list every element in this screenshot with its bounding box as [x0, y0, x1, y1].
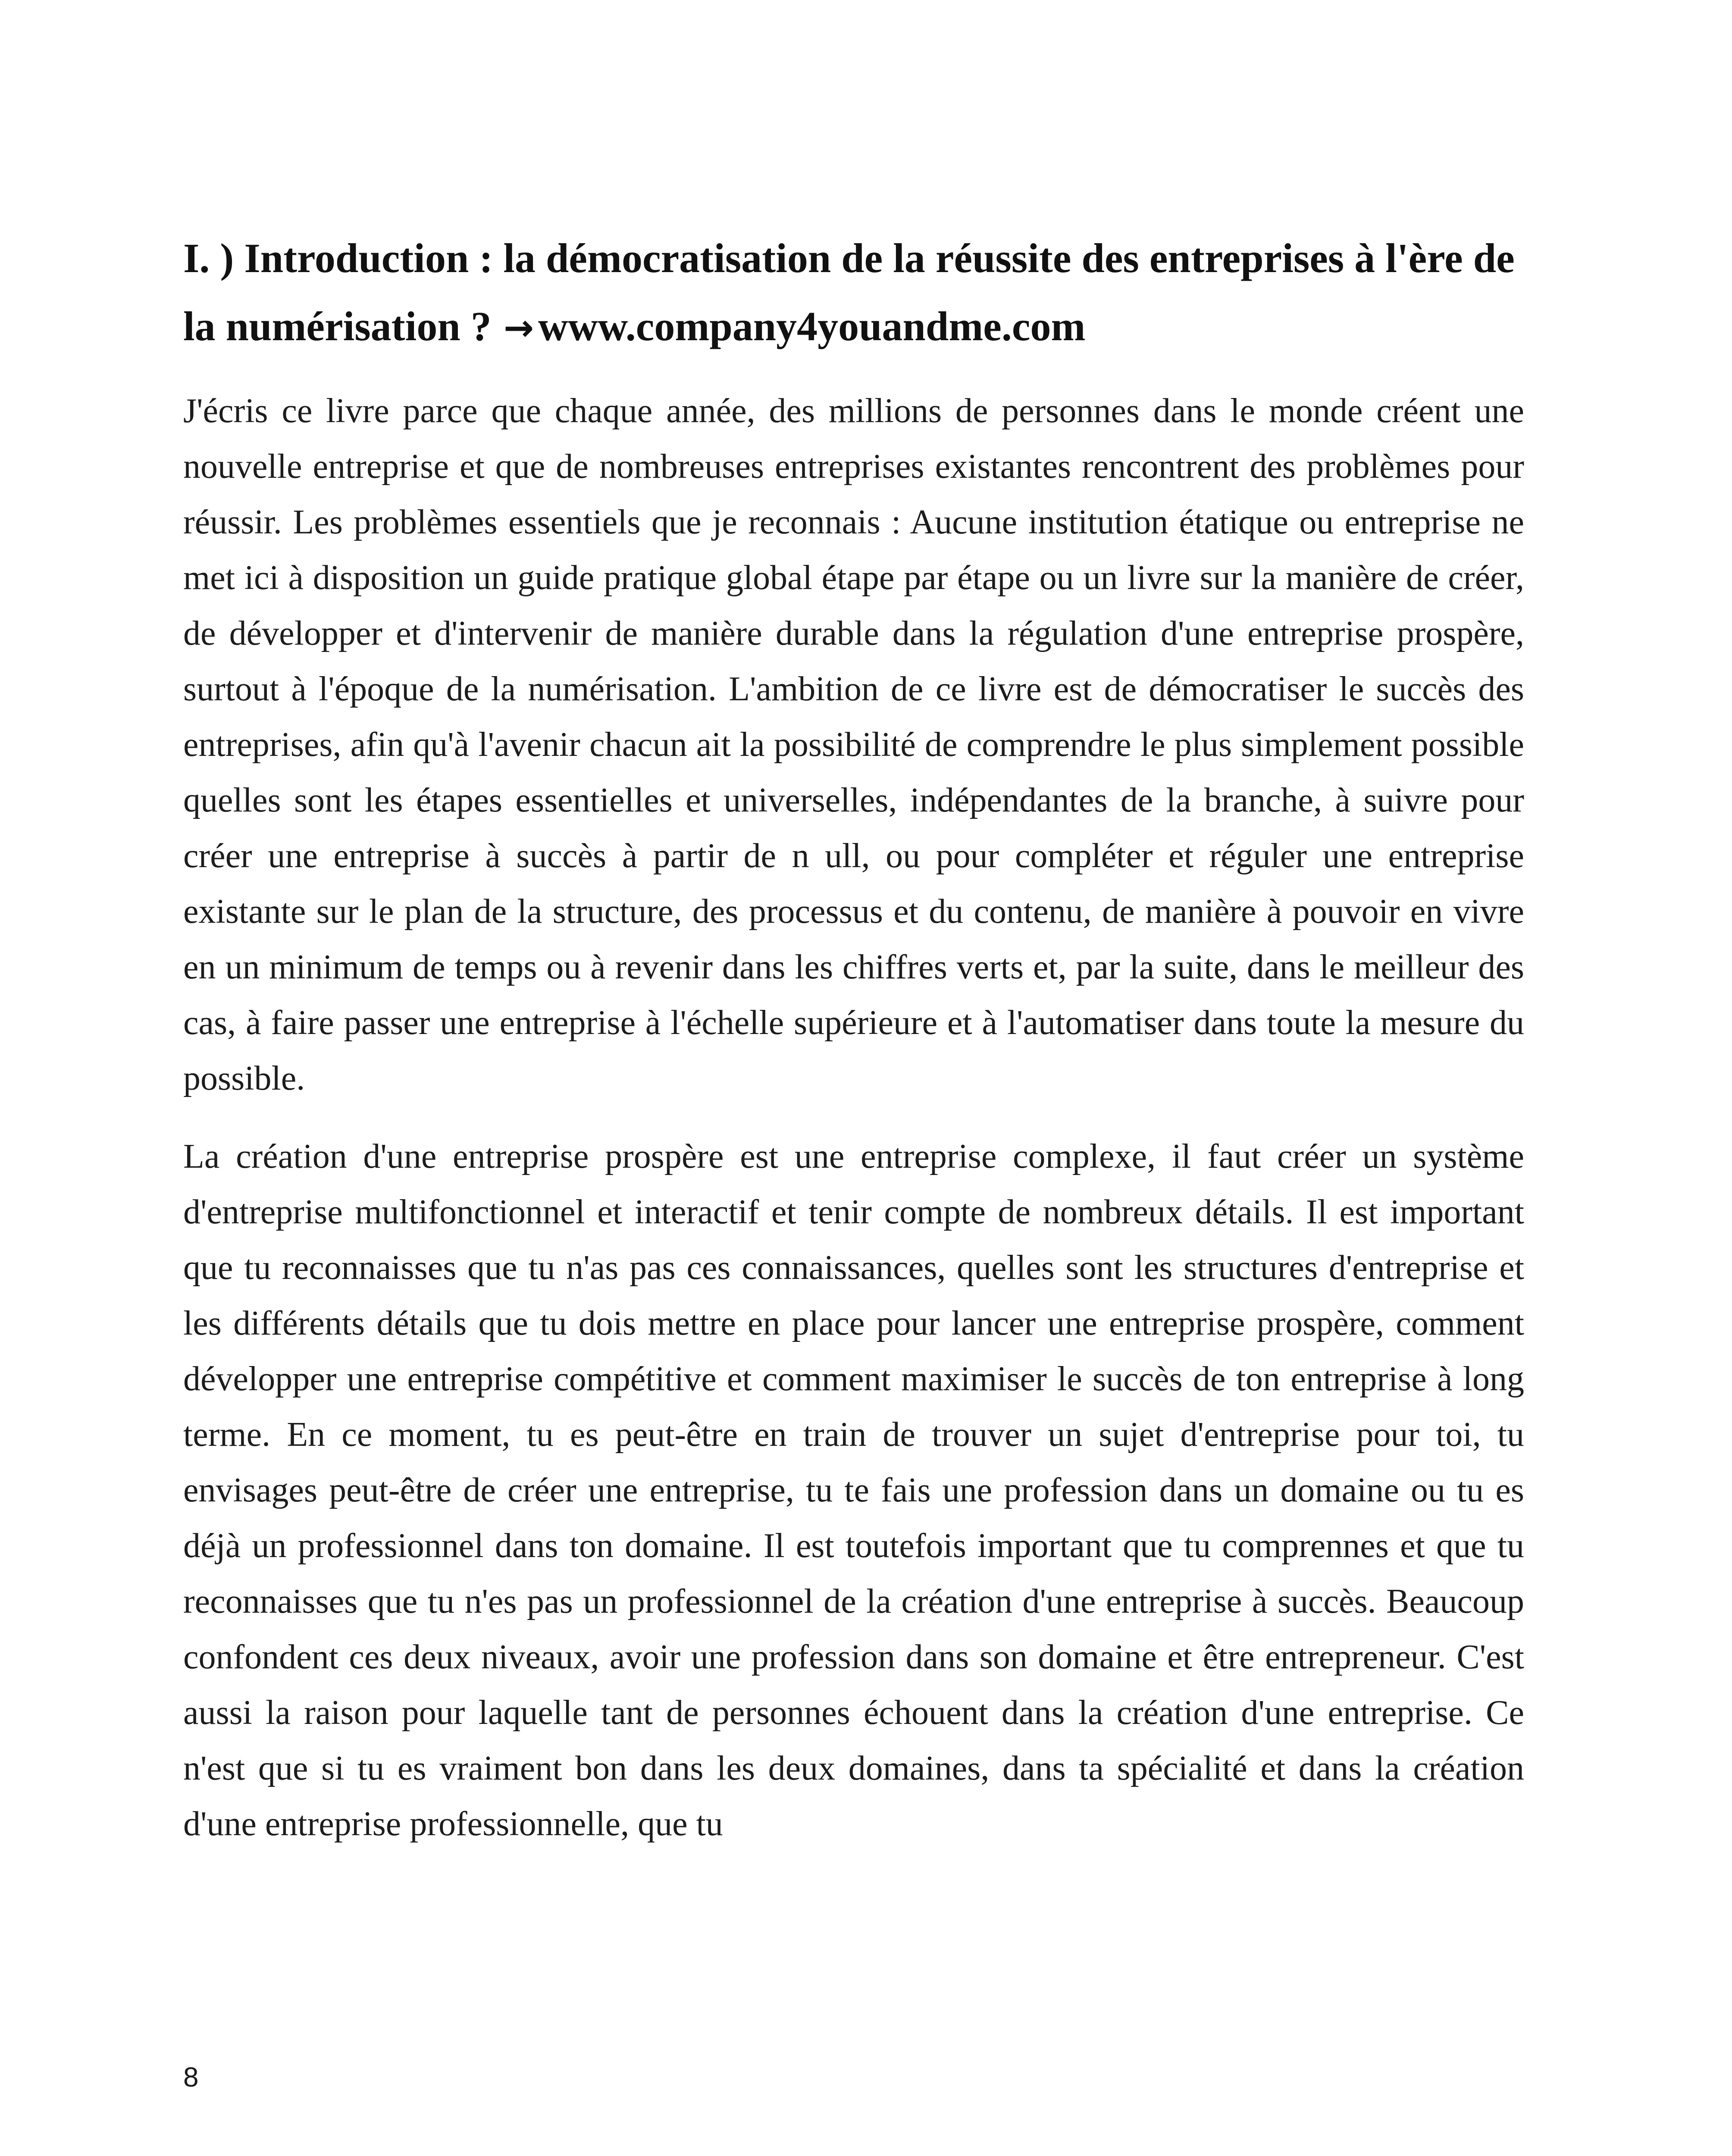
right-arrow-icon: → [503, 307, 534, 349]
heading-text: I. ) Introduction : la démocratisation de la réussite des entreprises à l'ère de la numérisation ? [183, 235, 1515, 349]
chapter-heading [183, 224, 1524, 362]
body-paragraph: J'écris ce livre parce que chaque année, des millions de personnes dans le monde créent une nouvelle entreprise et que de nombreuses entreprises existantes rencontrent des problèmes pour réussir. Les problèmes essentiels que je reconnais : Aucune institution étatique ou entreprise ne met ici à disposition un guide pratique global étape par étape ou un livre sur la manière de créer, de développer et d'intervenir de manière durable dans la régulation d'une entreprise prospère, surtout à l'époque de la numérisation. L'ambition de ce livre est de démocratiser le succès des entreprises, afin qu'à l'avenir chacun ait la possibilité de comprendre le plus simplement possible quelles sont les étapes essentielles et universelles, indépendantes de la branche, à suivre pour créer une entreprise à succès à partir de n ull, ou pour compléter et réguler une entreprise existante sur le plan de la structure, des processus et du contenu, de manière à pouvoir en vivre en un minimum de temps ou à revenir dans les chiffres verts et, par la suite, dans le meilleur des cas, à faire passer une entreprise à l'échelle supérieure et à l'automatiser dans toute la mesure du possible. [183, 392, 1524, 1097]
page-content [183, 224, 1524, 1874]
heading-url: www.company4youandme.com [538, 303, 1086, 349]
body-paragraph: La création d'une entreprise prospère est une entreprise complexe, il faut créer un système d'entreprise multifonctionnel et interactif et tenir compte de nombreux détails. Il est important que tu reconnaisses que tu n'as pas ces connaissances, quelles sont les structures d'entreprise et les différents détails que tu dois mettre en place pour lancer une entreprise prospère, comment développer une entreprise compétitive et comment maximiser le succès de ton entreprise à long terme. En ce moment, tu es peut-être en train de trouver un sujet d'entreprise pour toi, tu envisages peut-être de créer une entreprise, tu te fais une profession dans un domaine ou tu es déjà un professionnel dans ton domaine. Il est toutefois important que tu comprennes et que tu reconnaisses que tu n'es pas un professionnel de la création d'une entreprise à succès. Beaucoup confondent ces deux niveaux, avoir une profession dans son domaine et être entrepreneur. C'est aussi la raison pour laquelle tant de personnes échouent dans la création d'une entreprise. Ce n'est que si tu es vraiment bon dans les deux domaines, dans ta spécialité et dans la création d'une entreprise professionnelle, que tu [183, 1138, 1524, 1843]
page-number: 8 [183, 2062, 199, 2093]
